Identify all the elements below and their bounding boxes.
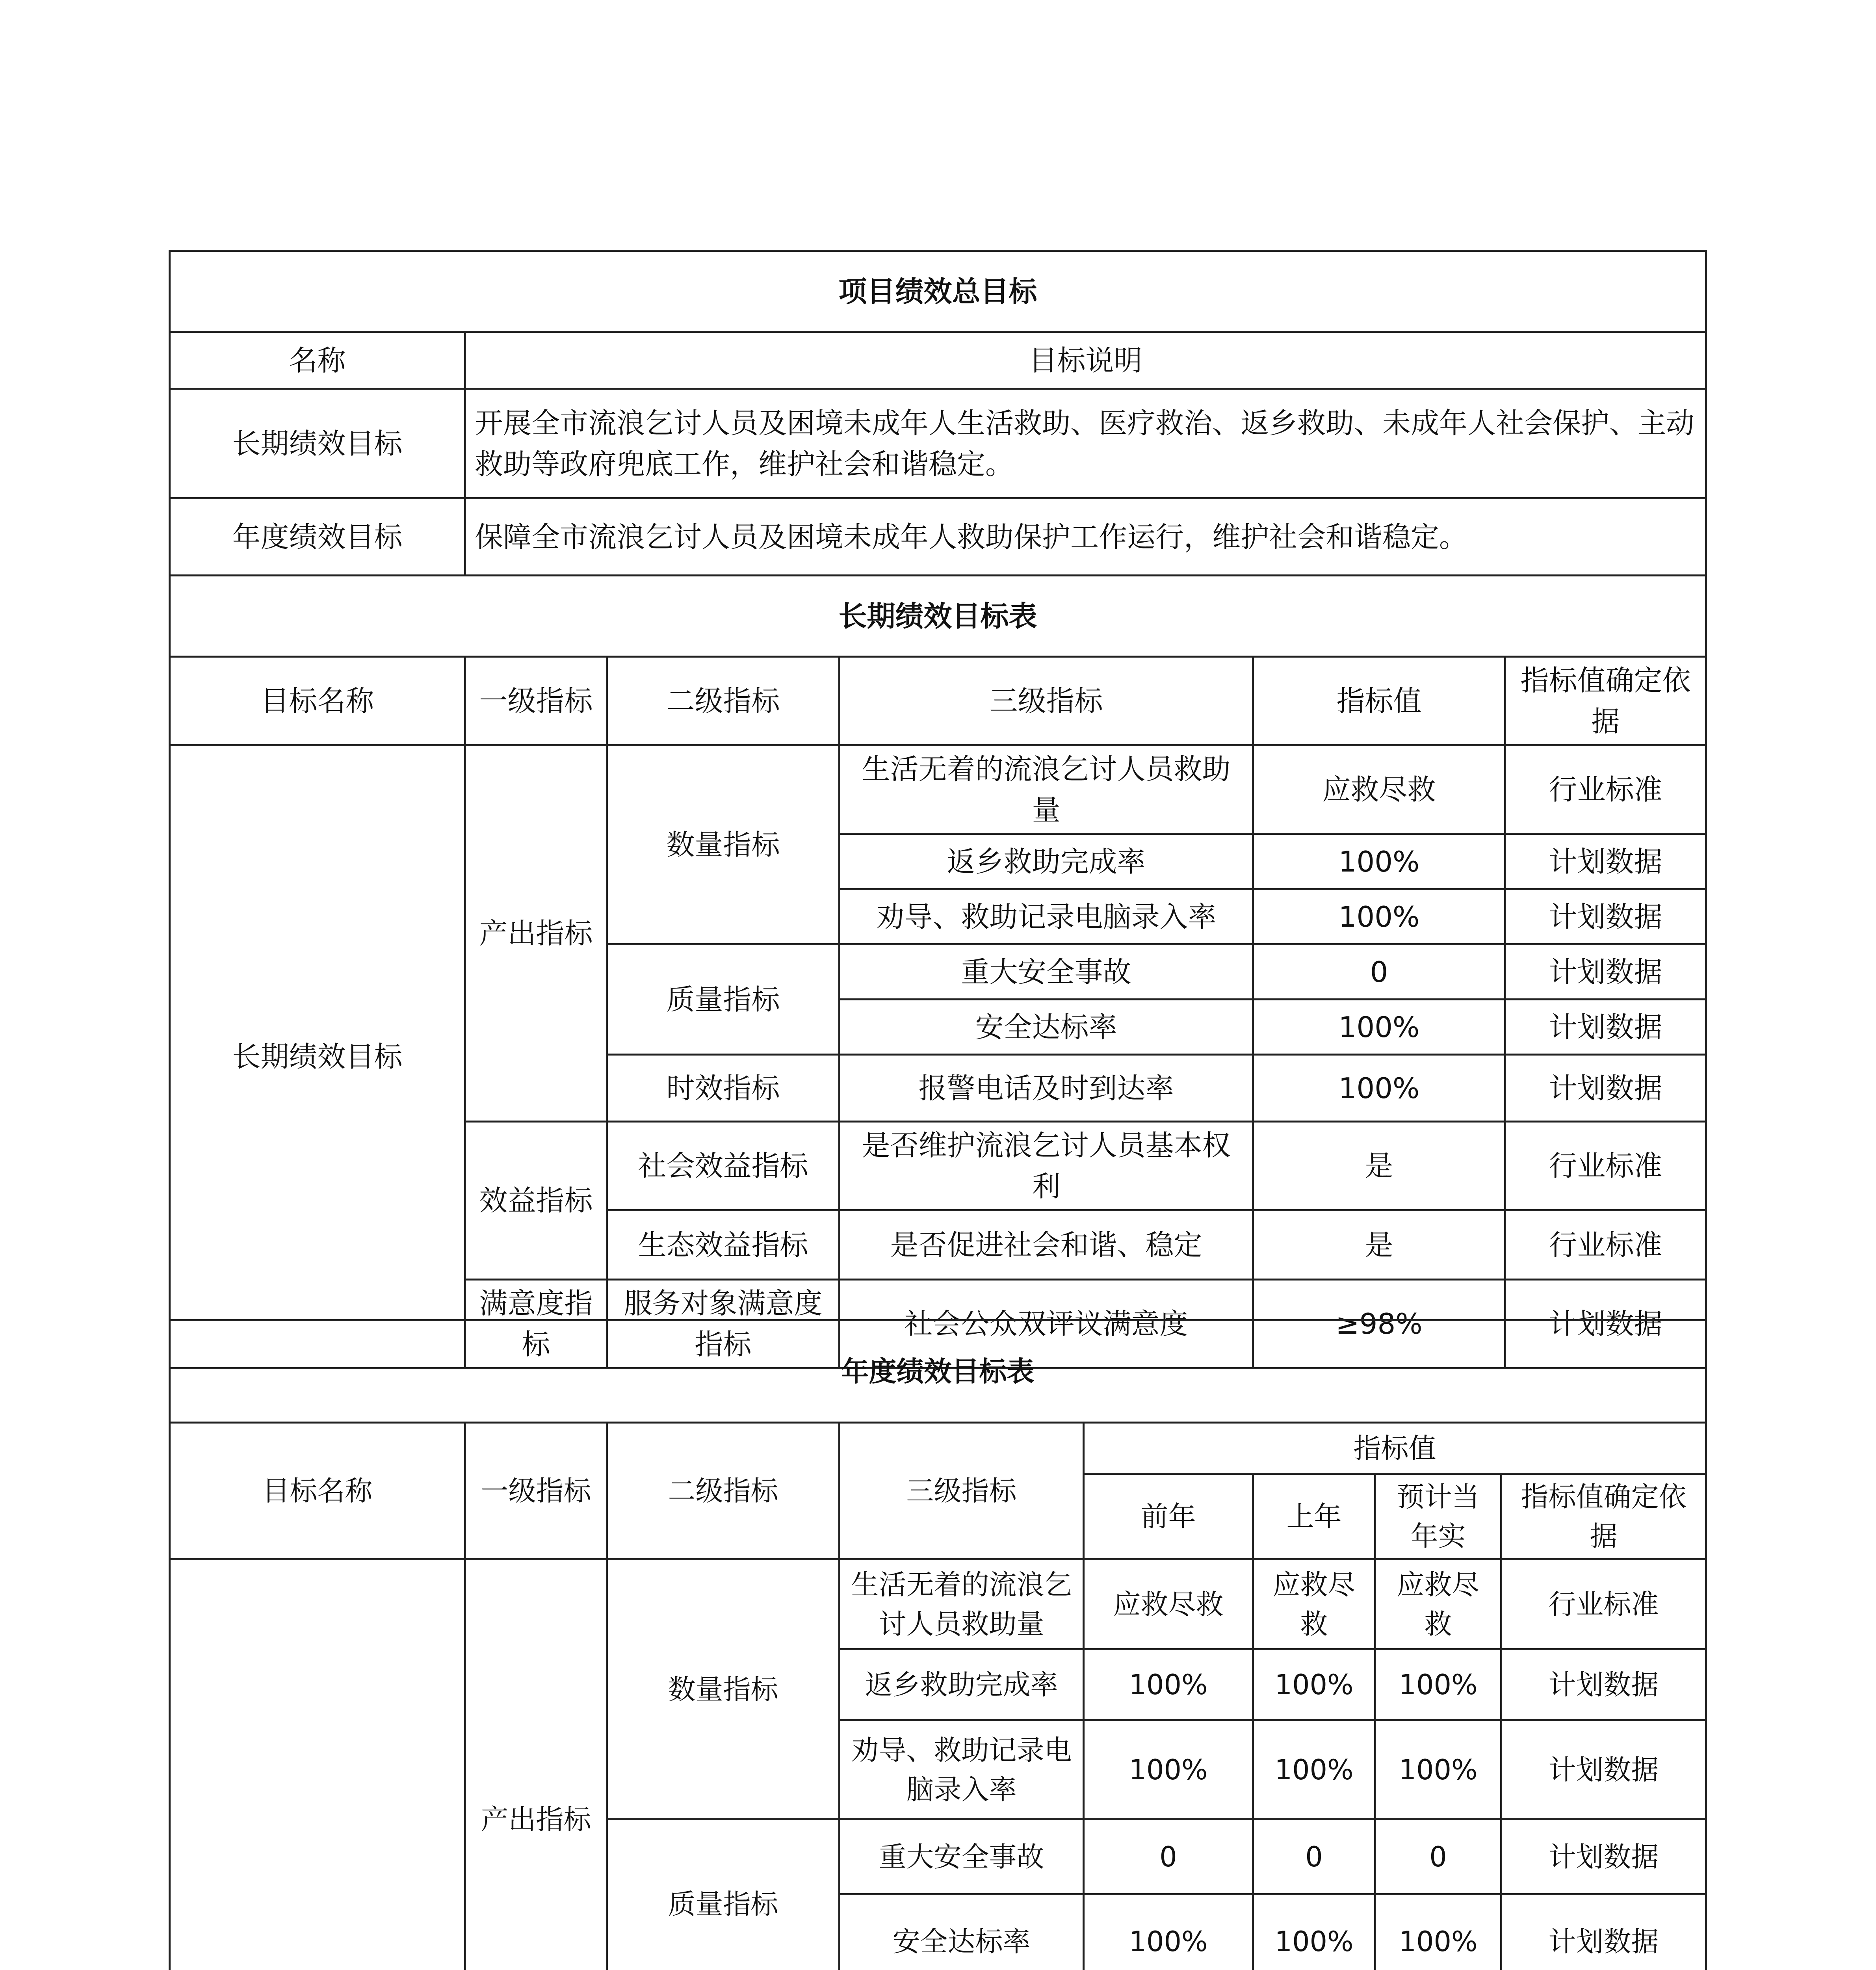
- level2-cell: 社会效益指标: [607, 1122, 840, 1210]
- overall-row-name: 长期绩效目标: [170, 389, 465, 498]
- header-basis: 指标值确定依据: [1505, 657, 1706, 745]
- level1-cell: 满意度指标: [465, 1280, 607, 1368]
- basis-cell: 计划数据: [1505, 889, 1706, 944]
- basis-cell: 计划数据: [1505, 1000, 1706, 1055]
- level3-cell: 劝导、救助记录电脑录入率: [840, 1720, 1084, 1819]
- basis-cell: 计划数据: [1505, 1055, 1706, 1122]
- level3-cell: 返乡救助完成率: [840, 834, 1253, 889]
- overall-title: 项目绩效总目标: [170, 251, 1706, 332]
- value-prev-cell: 100%: [1253, 1720, 1375, 1819]
- annual-title: 年度绩效目标表: [170, 1320, 1706, 1423]
- value-cell: 100%: [1253, 1055, 1505, 1122]
- table-row: [170, 1559, 1706, 1649]
- table-row: [170, 745, 1706, 834]
- level3-cell: 安全达标率: [840, 1894, 1084, 1970]
- value-cell: ≥98%: [1253, 1280, 1505, 1368]
- level3-cell: 重大安全事故: [840, 944, 1253, 1000]
- basis-cell: 行业标准: [1505, 1122, 1706, 1210]
- value-current-cell: 0: [1375, 1819, 1501, 1894]
- header-value: 指标值: [1253, 657, 1505, 745]
- header-prev2-year: 前年: [1084, 1474, 1253, 1559]
- value-prev-cell: 100%: [1253, 1894, 1375, 1970]
- level3-cell: 重大安全事故: [840, 1819, 1084, 1894]
- goal-name-cell: [170, 1559, 465, 1970]
- header-value: 指标值: [1084, 1423, 1706, 1474]
- value-cell: 100%: [1253, 1000, 1505, 1055]
- basis-cell: 行业标准: [1505, 1210, 1706, 1280]
- basis-cell: 行业标准: [1501, 1559, 1706, 1649]
- basis-cell: 计划数据: [1505, 1280, 1706, 1368]
- value-prev2-cell: 应救尽救: [1084, 1559, 1253, 1649]
- level3-cell: 是否维护流浪乞讨人员基本权利: [840, 1122, 1253, 1210]
- level3-cell: 劝导、救助记录电脑录入率: [840, 889, 1253, 944]
- overall-row-name: 年度绩效目标: [170, 498, 465, 576]
- header-current-year: 预计当年实: [1375, 1474, 1501, 1559]
- header-basis: 指标值确定依据: [1501, 1474, 1706, 1559]
- level2-cell: 数量指标: [607, 745, 840, 944]
- level3-cell: 生活无着的流浪乞讨人员救助量: [840, 1559, 1084, 1649]
- level2-cell: 质量指标: [607, 1819, 840, 1970]
- level2-cell: 时效指标: [607, 1055, 840, 1122]
- value-prev2-cell: 0: [1084, 1819, 1253, 1894]
- value-cell: 0: [1253, 944, 1505, 1000]
- basis-cell: 行业标准: [1505, 745, 1706, 834]
- level2-cell: 质量指标: [607, 944, 840, 1055]
- basis-cell: 计划数据: [1505, 834, 1706, 889]
- header-prev-year: 上年: [1253, 1474, 1375, 1559]
- value-cell: 是: [1253, 1122, 1505, 1210]
- level3-cell: 社会公众双评议满意度: [840, 1280, 1253, 1368]
- value-cell: 100%: [1253, 889, 1505, 944]
- level3-cell: 安全达标率: [840, 1000, 1253, 1055]
- basis-cell: 计划数据: [1501, 1894, 1706, 1970]
- goal-name-cell: 长期绩效目标: [170, 745, 465, 1368]
- level1-cell: 效益指标: [465, 1122, 607, 1280]
- basis-cell: 计划数据: [1505, 944, 1706, 1000]
- level3-cell: 返乡救助完成率: [840, 1649, 1084, 1720]
- header-goal-name: 目标名称: [170, 1423, 465, 1559]
- overall-col-desc: 目标说明: [465, 332, 1706, 389]
- header-goal-name: 目标名称: [170, 657, 465, 745]
- header-level1: 一级指标: [465, 1423, 607, 1559]
- level1-cell: 产出指标: [465, 745, 607, 1122]
- value-cell: 应救尽救: [1253, 745, 1505, 834]
- value-current-cell: 100%: [1375, 1649, 1501, 1720]
- overall-row-desc: 开展全市流浪乞讨人员及困境未成年人生活救助、医疗救治、返乡救助、未成年人社会保护、主动救助等政府兜底工作，维护社会和谐稳定。: [465, 389, 1706, 498]
- level3-cell: 是否促进社会和谐、稳定: [840, 1210, 1253, 1280]
- level3-cell: 报警电话及时到达率: [840, 1055, 1253, 1122]
- value-prev2-cell: 100%: [1084, 1894, 1253, 1970]
- value-cell: 是: [1253, 1210, 1505, 1280]
- header-level2: 二级指标: [607, 657, 840, 745]
- basis-cell: 计划数据: [1501, 1649, 1706, 1720]
- basis-cell: 计划数据: [1501, 1819, 1706, 1894]
- value-prev2-cell: 100%: [1084, 1720, 1253, 1819]
- level2-cell: 服务对象满意度指标: [607, 1280, 840, 1368]
- value-prev-cell: 0: [1253, 1819, 1375, 1894]
- value-prev-cell: 100%: [1253, 1649, 1375, 1720]
- value-current-cell: 100%: [1375, 1720, 1501, 1819]
- long-term-title: 长期绩效目标表: [170, 576, 1706, 657]
- value-current-cell: 应救尽救: [1375, 1559, 1501, 1649]
- header-level3: 三级指标: [840, 657, 1253, 745]
- annual-goals-table: [169, 1319, 1707, 1970]
- level1-cell: 产出指标: [465, 1559, 607, 1970]
- overall-goals-table: [169, 250, 1707, 576]
- value-prev2-cell: 100%: [1084, 1649, 1253, 1720]
- value-current-cell: 100%: [1375, 1894, 1501, 1970]
- header-level1: 一级指标: [465, 657, 607, 745]
- value-prev-cell: 应救尽救: [1253, 1559, 1375, 1649]
- overall-col-name: 名称: [170, 332, 465, 389]
- basis-cell: 计划数据: [1501, 1720, 1706, 1819]
- overall-row-desc: 保障全市流浪乞讨人员及困境未成年人救助保护工作运行，维护社会和谐稳定。: [465, 498, 1706, 576]
- long-term-goals-table: [169, 574, 1707, 1369]
- header-level2: 二级指标: [607, 1423, 840, 1559]
- header-level3: 三级指标: [840, 1423, 1084, 1559]
- level2-cell: 数量指标: [607, 1559, 840, 1819]
- level2-cell: 生态效益指标: [607, 1210, 840, 1280]
- level3-cell: 生活无着的流浪乞讨人员救助量: [840, 745, 1253, 834]
- value-cell: 100%: [1253, 834, 1505, 889]
